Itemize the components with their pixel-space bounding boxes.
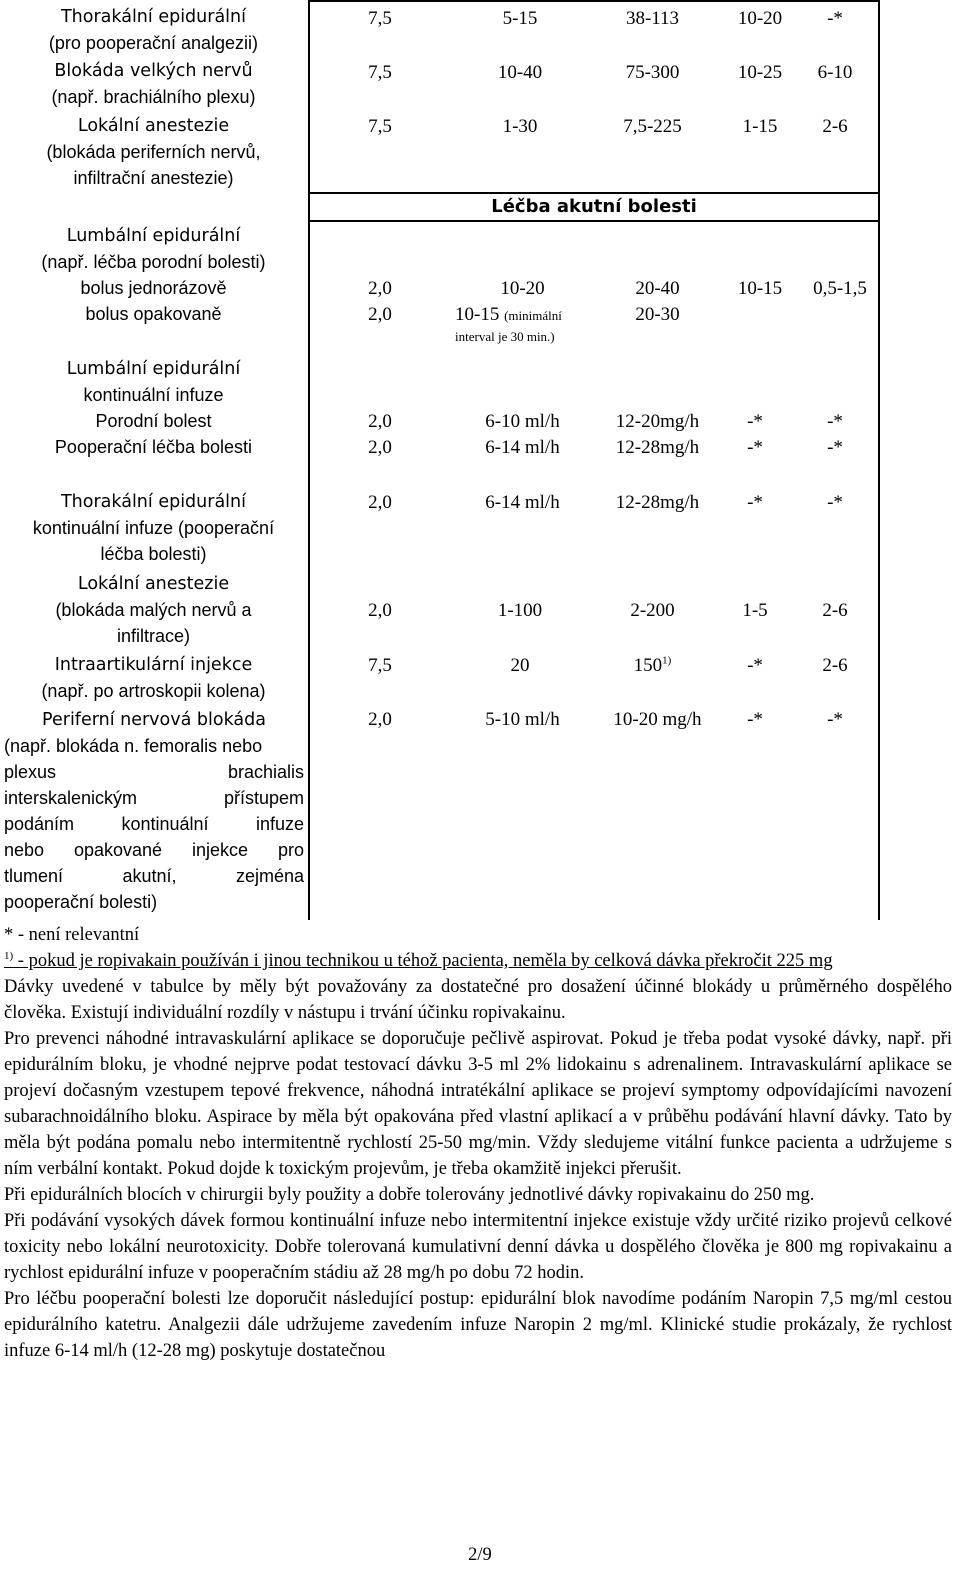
cell-dose: 75-300 xyxy=(625,62,680,83)
row-label-line: interskalenickým přístupem xyxy=(4,788,304,808)
row-label-line: Porodní bolest xyxy=(95,411,212,431)
cell-onset: -* xyxy=(747,411,763,432)
page-number: 2/9 xyxy=(468,1545,492,1565)
row-label-line: (pro pooperační analgezii) xyxy=(48,33,259,53)
row-label-line: pooperační bolesti) xyxy=(4,892,158,912)
cell-volume: 6-14 ml/h xyxy=(485,492,560,513)
cell-concentration: 2,0 xyxy=(368,492,392,513)
cell-duration: -* xyxy=(827,8,843,29)
table-border xyxy=(308,0,310,920)
footnote-one-text: - pokud je ropivakain používán i jinou technikou u téhož pacienta, neměla by celková dávka překročit 225 mg xyxy=(13,951,833,971)
footnote-marker: 1) xyxy=(662,654,672,667)
cell-dose xyxy=(595,653,710,679)
row-label-title: Lokální anestezie xyxy=(77,116,230,136)
paragraph: Dávky uvedené v tabulce by měly být považovány za dostatečné pro dosažení účinné blokády u průměrného dospělého člověka. Existují individuální rozdíly v nástupu i trvání účinku ropivakainu. xyxy=(4,977,952,1023)
cell-dose-value: 150 xyxy=(633,655,663,676)
cell-volume: 20 xyxy=(510,655,530,676)
row-label xyxy=(0,652,307,704)
cell-concentration: 2,0 xyxy=(368,304,392,325)
cell-volume-note: (minimální xyxy=(504,308,562,323)
row-label-line: plexus brachialis xyxy=(4,762,304,782)
row-label-title: Lumbální epidurální xyxy=(66,226,241,246)
table-border xyxy=(309,0,879,2)
row-label-line: léčba bolesti) xyxy=(100,544,207,564)
footnote-star: * - není relevantní xyxy=(4,925,140,945)
cell-dose: 12-28mg/h xyxy=(615,492,700,513)
cell-duration: -* xyxy=(827,437,843,458)
body-text xyxy=(4,922,952,1364)
row-label-line: kontinuální infuze xyxy=(83,385,224,405)
row-label-title: Lumbální epidurální xyxy=(66,359,241,379)
row-label-title: Intraartikulární injekce xyxy=(54,655,253,675)
row-label-line: podáním kontinuální infuze xyxy=(4,814,304,834)
row-label-line: infiltrační anestezie) xyxy=(73,168,234,188)
cell-volume: 5-10 ml/h xyxy=(485,709,560,730)
cell-duration: -* xyxy=(827,709,843,730)
cell-volume: 1-30 xyxy=(502,116,538,137)
row-label xyxy=(4,707,304,915)
cell-volume xyxy=(455,302,600,328)
row-label xyxy=(0,58,307,110)
row-label xyxy=(0,571,307,649)
section-header: Léčba akutní bolesti xyxy=(491,196,697,217)
cell-volume-note: interval je 30 min.) xyxy=(455,329,555,344)
cell-volume-value: 10-15 xyxy=(455,304,500,325)
cell-volume: 1-100 xyxy=(497,600,543,621)
cell-concentration: 2,0 xyxy=(368,709,392,730)
row-label-title: Blokáda velkých nervů xyxy=(54,61,253,81)
row-label xyxy=(0,356,307,460)
row-label-line: bolus jednorázově xyxy=(80,278,227,298)
row-label-line: (blokáda periferních nervů, xyxy=(46,142,261,162)
cell-concentration: 2,0 xyxy=(368,437,392,458)
cell-dose: 10-20 mg/h xyxy=(613,709,702,730)
cell-duration: 2-6 xyxy=(822,600,848,621)
cell-volume: 10-40 xyxy=(497,62,543,83)
cell-duration: 2-6 xyxy=(822,655,848,676)
row-label-line: (např. po artroskopii kolena) xyxy=(41,681,266,701)
row-label-line: tlumení akutní, zejména xyxy=(4,866,304,886)
cell-onset: -* xyxy=(747,655,763,676)
cell-concentration: 2,0 xyxy=(368,278,392,299)
cell-dose: 20-30 xyxy=(635,304,680,325)
cell-onset: 10-25 xyxy=(737,62,783,83)
cell-dose: 38-113 xyxy=(625,8,680,29)
cell-concentration: 7,5 xyxy=(368,8,392,29)
cell-dose: 20-40 xyxy=(635,278,680,299)
cell-onset: 1-5 xyxy=(742,600,768,621)
cell-duration: -* xyxy=(827,492,843,513)
row-label-line: (např. brachiálního plexu) xyxy=(51,87,256,107)
row-label-line: infiltrace) xyxy=(116,626,191,646)
table-border xyxy=(878,0,880,920)
cell-concentration: 2,0 xyxy=(368,411,392,432)
paragraph: Při epidurálních blocích v chirurgii byly použity a dobře tolerovány jednotlivé dávky ropivakainu do 250 mg. xyxy=(4,1185,815,1205)
cell-concentration: 7,5 xyxy=(368,655,392,676)
footnote-marker: 1) xyxy=(4,949,14,962)
cell-duration: 0,5-1,5 xyxy=(813,278,867,299)
cell-volume: 5-15 xyxy=(502,8,538,29)
cell-volume: 6-14 ml/h xyxy=(485,437,560,458)
row-label xyxy=(0,4,307,56)
cell-dose: 2-200 xyxy=(630,600,675,621)
row-label-title: Thorakální epidurální xyxy=(60,492,246,512)
cell-dose: 12-20mg/h xyxy=(615,411,700,432)
row-label-line: nebo opakované injekce pro xyxy=(4,840,304,860)
row-label-line: Pooperační léčba bolesti xyxy=(54,437,253,457)
row-label-line: (např. blokáda n. femoralis nebo xyxy=(4,736,263,756)
cell-onset: -* xyxy=(747,492,763,513)
cell-volume: 10-20 xyxy=(500,278,545,299)
paragraph: Pro prevenci náhodné intravaskulární aplikace se doporučuje pečlivě aspirovat. Pokud je třeba podat vysoké dávky, např. při epidurálním bloku, je vhodné nejprve podat testovací dávku 3-5 ml 2% lidokainu s adrenalinem. Intravaskulární aplikace se projeví dočasným vzestupem tepové frekvence, náhodná intratékální aplikace se projeví symptomy odpovídajícími navození subarachnoidálního bloku. Aspirace by měla být opakována před vlastní aplikací a v průběhu podávání hlavní dávky. Tato by měla být podána pomalu nebo intermitentně rychlostí 25-50 mg/min. Vždy sledujeme vitální funkce pacienta a udržujeme s ním verbální kontakt. Pokud dojde k toxickým projevům, je třeba okamžitě injekci přerušit. xyxy=(4,1029,952,1179)
cell-volume: 6-10 ml/h xyxy=(485,411,560,432)
row-label xyxy=(0,489,307,567)
cell-duration: 6-10 xyxy=(817,62,853,83)
cell-duration: -* xyxy=(827,411,843,432)
row-label xyxy=(0,223,307,327)
cell-duration: 2-6 xyxy=(822,116,848,137)
row-label-title: Thorakální epidurální xyxy=(60,7,246,27)
cell-concentration: 2,0 xyxy=(368,600,392,621)
row-label-line: (blokáda malých nervů a xyxy=(55,600,252,620)
row-label-line: (např. léčba porodní bolesti) xyxy=(41,252,266,272)
row-label-line: bolus opakovaně xyxy=(85,304,222,324)
cell-dose: 12-28mg/h xyxy=(615,437,700,458)
cell-onset: -* xyxy=(747,709,763,730)
row-label-line: kontinuální infuze (pooperační xyxy=(32,518,275,538)
cell-concentration: 7,5 xyxy=(368,62,392,83)
paragraph: Pro léčbu pooperační bolesti lze doporučit následující postup: epidurální blok navodíme podáním Naropin 7,5 mg/ml cestou epidurálního katetru. Analgezii dále udržujeme zavedením infuze Naropin 2 mg/ml. Klinické studie prokázaly, že rychlost infuze 6-14 ml/h (12-28 mg) poskytuje dostatečnou xyxy=(4,1289,952,1361)
cell-onset: 10-20 xyxy=(737,8,783,29)
cell-onset: -* xyxy=(747,437,763,458)
paragraph: Při podávání vysokých dávek formou kontinuální infuze nebo intermitentní injekce existuje vždy určité riziko projevů celkové toxicity nebo lokální neurotoxicity. Dobře tolerovaná kumulativní denní dávka u dospělého člověka je 800 mg ropivakainu a rychlost epidurální infuze v pooperačním stádiu až 28 mg/h po dobu 72 hodin. xyxy=(4,1211,952,1283)
cell-onset: 10-15 xyxy=(737,278,783,299)
cell-concentration: 7,5 xyxy=(368,116,392,137)
cell-onset: 1-15 xyxy=(742,116,778,137)
row-label-title: Lokální anestezie xyxy=(77,574,230,594)
footnote-one xyxy=(4,948,952,974)
row-label-title: Periferní nervová blokáda xyxy=(42,710,266,730)
cell-dose: 7,5-225 xyxy=(623,116,682,137)
row-label xyxy=(0,113,307,191)
